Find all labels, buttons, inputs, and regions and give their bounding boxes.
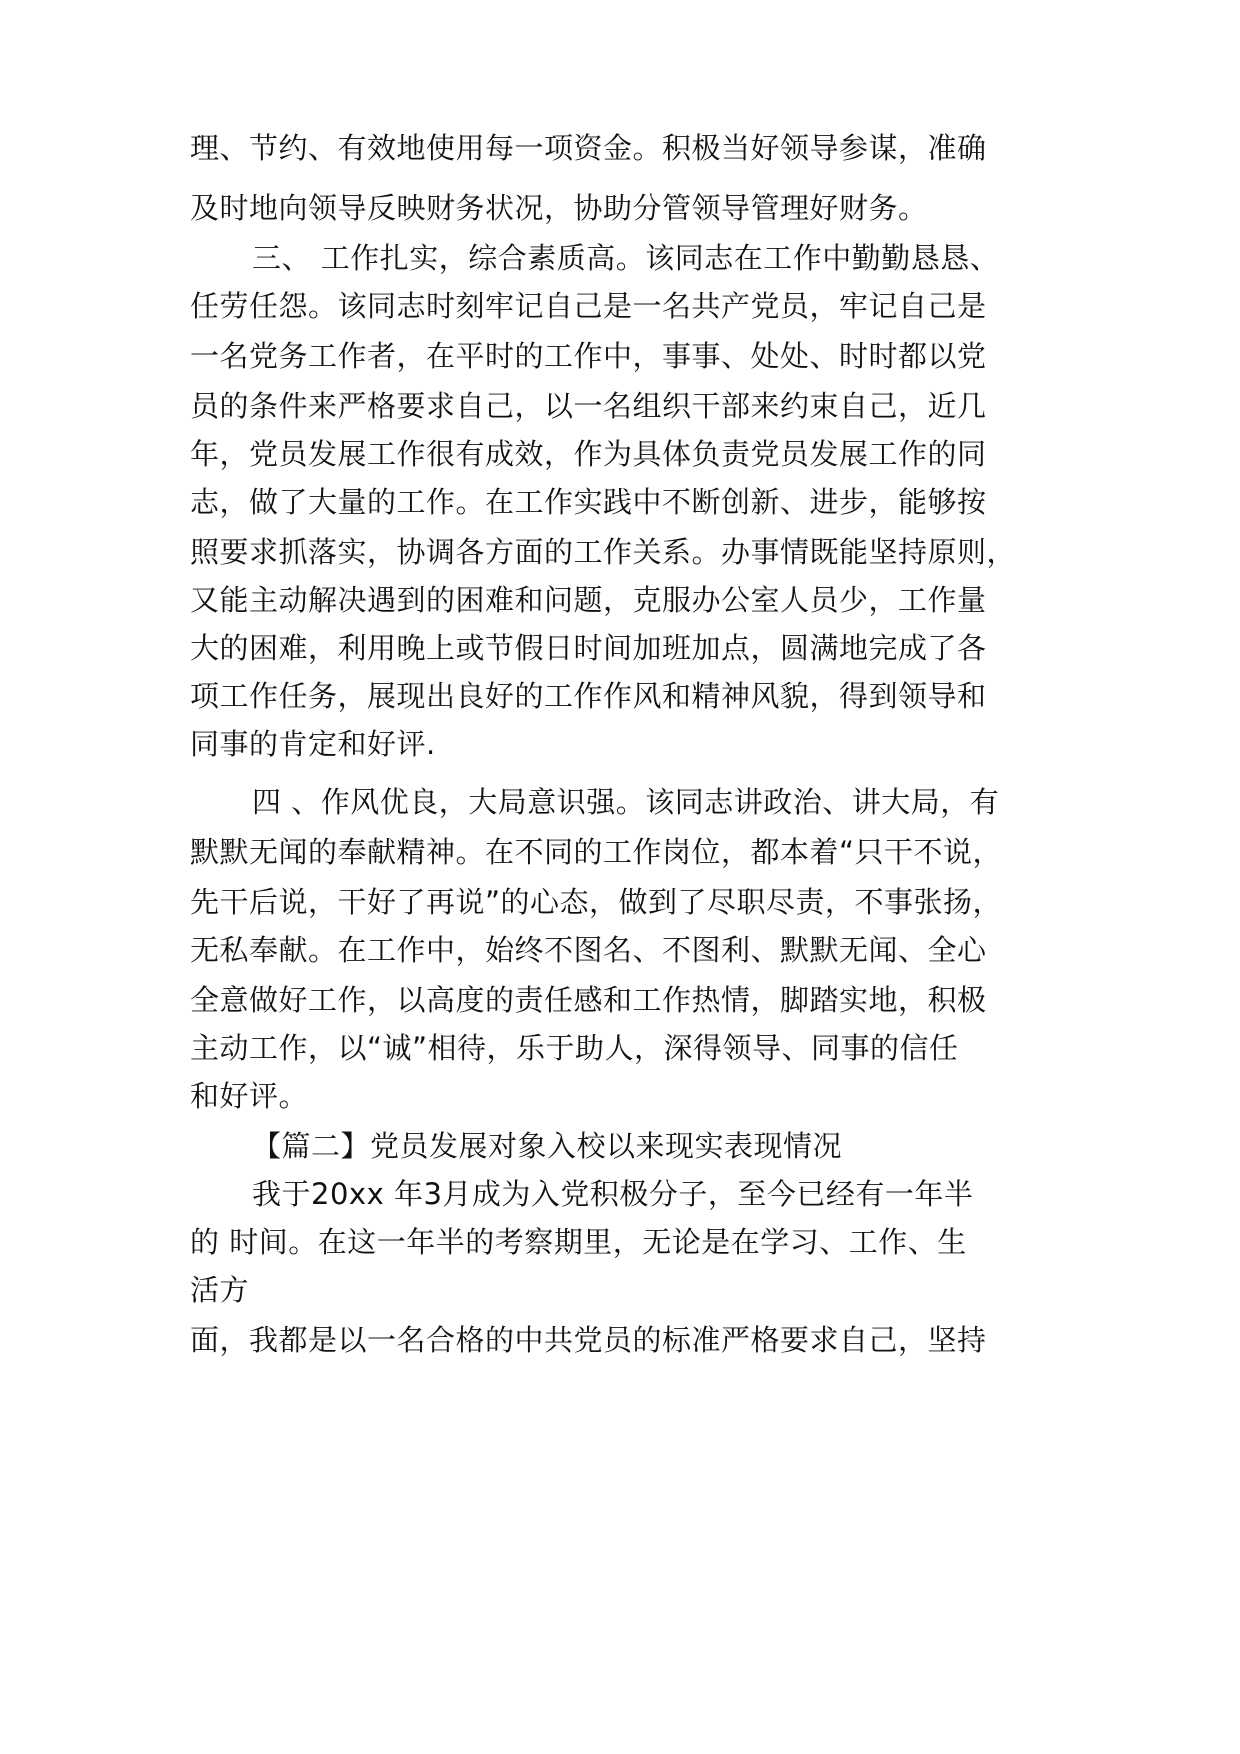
text-line: 面，我都是以一名合格的中共党员的标准严格要求自己，坚持 (190, 1323, 987, 1357)
text-line: 和好评。 (190, 1079, 309, 1113)
section-title: 【篇二】党员发展对象入校以来现实表现情况 (252, 1129, 843, 1163)
text-line: 大的困难，利用晚上或节假日时间加班加点，圆满地完成了各 (190, 631, 987, 665)
text-line: 默默无闻的奉献精神。在不同的工作岗位，都本着“只干不说， (190, 835, 1003, 869)
text-line: 全意做好工作，以高度的责任感和工作热情，脚踏实地，积极 (190, 983, 987, 1017)
text-line: 无私奉献。在工作中，始终不图名、不图利、默默无闻、全心 (190, 933, 987, 967)
text-line: 理、节约、有效地使用每一项资金。积极当好领导参谋，准确 (190, 131, 987, 165)
paragraph-heading-4: 四 、作风优良，大局意识强。该同志讲政治、讲大局，有 (252, 785, 1000, 819)
text-line: 照要求抓落实，协调各方面的工作关系。办事情既能坚持原则， (190, 535, 1017, 569)
paragraph-heading-3: 三、 工作扎实，综合素质高。该同志在工作中勤勤恳恳、 (252, 241, 1000, 275)
text-line: 一名党务工作者，在平时的工作中，事事、处处、时时都以党 (190, 339, 987, 373)
text-line: 及时地向领导反映财务状况，协助分管领导管理好财务。 (190, 191, 928, 225)
text-line: 项工作任务，展现出良好的工作作风和精神风貌，得到领导和 (190, 679, 987, 713)
text-line: 主动工作，以“诚”相待，乐于助人，深得领导、同事的信任 (190, 1031, 959, 1065)
text-line: 年，党员发展工作很有成效，作为具体负责党员发展工作的同 (190, 437, 987, 471)
paragraph-start: 我于20xx 年3月成为入党积极分子，至今已经有一年半 (252, 1177, 974, 1211)
text-line: 先干后说，干好了再说”的心态，做到了尽职尽责，不事张扬， (190, 885, 1003, 919)
text-line: 的 时间。在这一年半的考察期里，无论是在学习、工作、生 (190, 1225, 967, 1259)
text-line: 志，做了大量的工作。在工作实践中不断创新、进步，能够按 (190, 485, 987, 519)
text-line: 任劳任怨。该同志时刻牢记自己是一名共产党员，牢记自己是 (190, 289, 987, 323)
text-line: 同事的肯定和好评. (190, 727, 436, 761)
text-line: 活方 (190, 1273, 250, 1307)
text-line: 又能主动解决遇到的困难和问题，克服办公室人员少，工作量 (190, 583, 987, 617)
text-line: 员的条件来严格要求自己，以一名组织干部来约束自己，近几 (190, 389, 987, 423)
